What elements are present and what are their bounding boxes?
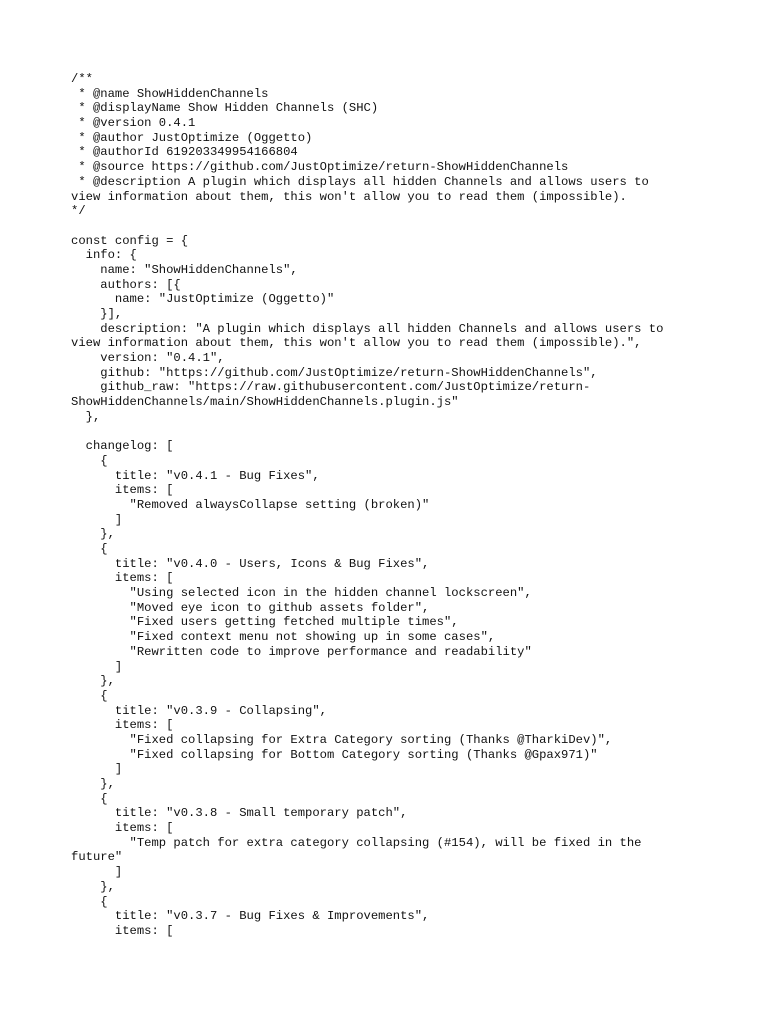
code-line: github_raw: "https://raw.githubusercontent.com/JustOptimize/return- [71, 380, 591, 395]
code-line: items: [ [71, 821, 174, 836]
code-line: ] [71, 762, 123, 777]
code-line: name: "JustOptimize (Oggetto)" [71, 292, 335, 307]
code-line: { [71, 542, 108, 556]
code-line: { [71, 688, 108, 703]
code-line [71, 219, 711, 234]
code-line: "Temp patch for extra category collapsing (#154), will be fixed in the [71, 835, 642, 850]
code-line: items: [ [71, 718, 174, 733]
code-line: }, [71, 674, 115, 689]
code-line: version: "0.4.1", [71, 351, 225, 366]
code-line: }], [71, 307, 123, 321]
code-line: * @name ShowHiddenChannels [71, 86, 269, 101]
code-line: * @authorId 619203349954166804 [71, 145, 298, 160]
code-line: * @displayName Show Hidden Channels (SHC) [71, 101, 379, 116]
code-line: const config = { [71, 233, 189, 248]
code-line: view information about them, this won't allow you to read them (impossible).", [71, 336, 642, 351]
code-line: { [71, 453, 108, 468]
code-line: { [71, 791, 108, 806]
code-line: github: "https://github.com/JustOptimize/return-ShowHiddenChannels", [71, 365, 598, 380]
code-line: }, [71, 777, 115, 791]
code-line: items: [ [71, 571, 174, 586]
code-line: ShowHiddenChannels/main/ShowHiddenChannels.plugin.js" [71, 395, 459, 410]
code-line: { [71, 894, 108, 909]
code-line: * @author JustOptimize (Oggetto) [71, 130, 313, 145]
code-line: "Fixed context menu not showing up in some cases", [71, 630, 496, 645]
code-listing [71, 72, 711, 939]
code-line: title: "v0.4.0 - Users, Icons & Bug Fixes", [71, 556, 430, 571]
code-line: * @description A plugin which displays all hidden Channels and allows users to [71, 174, 649, 189]
code-line: changelog: [ [71, 439, 174, 454]
code-line: * @version 0.4.1 [71, 116, 196, 131]
code-line: description: "A plugin which displays all hidden Channels and allows users to [71, 321, 664, 336]
code-line: "Fixed collapsing for Extra Category sorting (Thanks @TharkiDev)", [71, 732, 613, 747]
code-line: view information about them, this won't allow you to read them (impossible). [71, 189, 627, 204]
code-line: }, [71, 409, 101, 424]
code-line: items: [ [71, 483, 174, 498]
code-line: "Fixed collapsing for Bottom Category sorting (Thanks @Gpax971)" [71, 747, 598, 762]
code-line: */ [71, 204, 86, 219]
code-line: }, [71, 527, 115, 542]
code-line: ] [71, 512, 123, 527]
code-line: "Moved eye icon to github assets folder", [71, 600, 430, 615]
code-line: * @source https://github.com/JustOptimize/return-ShowHiddenChannels [71, 160, 569, 175]
code-line: info: { [71, 248, 137, 263]
code-line: ] [71, 659, 123, 674]
code-line: title: "v0.3.9 - Collapsing", [71, 703, 327, 718]
code-line: authors: [{ [71, 277, 181, 292]
code-line: future" [71, 850, 123, 865]
code-line: "Using selected icon in the hidden channel lockscreen", [71, 586, 532, 601]
code-line: title: "v0.4.1 - Bug Fixes", [71, 468, 320, 483]
code-line: "Fixed users getting fetched multiple times", [71, 615, 459, 630]
code-line: /** [71, 72, 93, 86]
code-line: }, [71, 879, 115, 894]
code-line: title: "v0.3.7 - Bug Fixes & Improvements", [71, 909, 430, 924]
code-line [71, 425, 711, 440]
code-line: items: [ [71, 923, 174, 938]
code-line: name: "ShowHiddenChannels", [71, 262, 298, 277]
code-line: ] [71, 865, 123, 880]
code-line: "Rewritten code to improve performance and readability" [71, 644, 532, 659]
code-line: "Removed alwaysCollapse setting (broken)" [71, 497, 430, 512]
code-line: title: "v0.3.8 - Small temporary patch", [71, 806, 408, 821]
